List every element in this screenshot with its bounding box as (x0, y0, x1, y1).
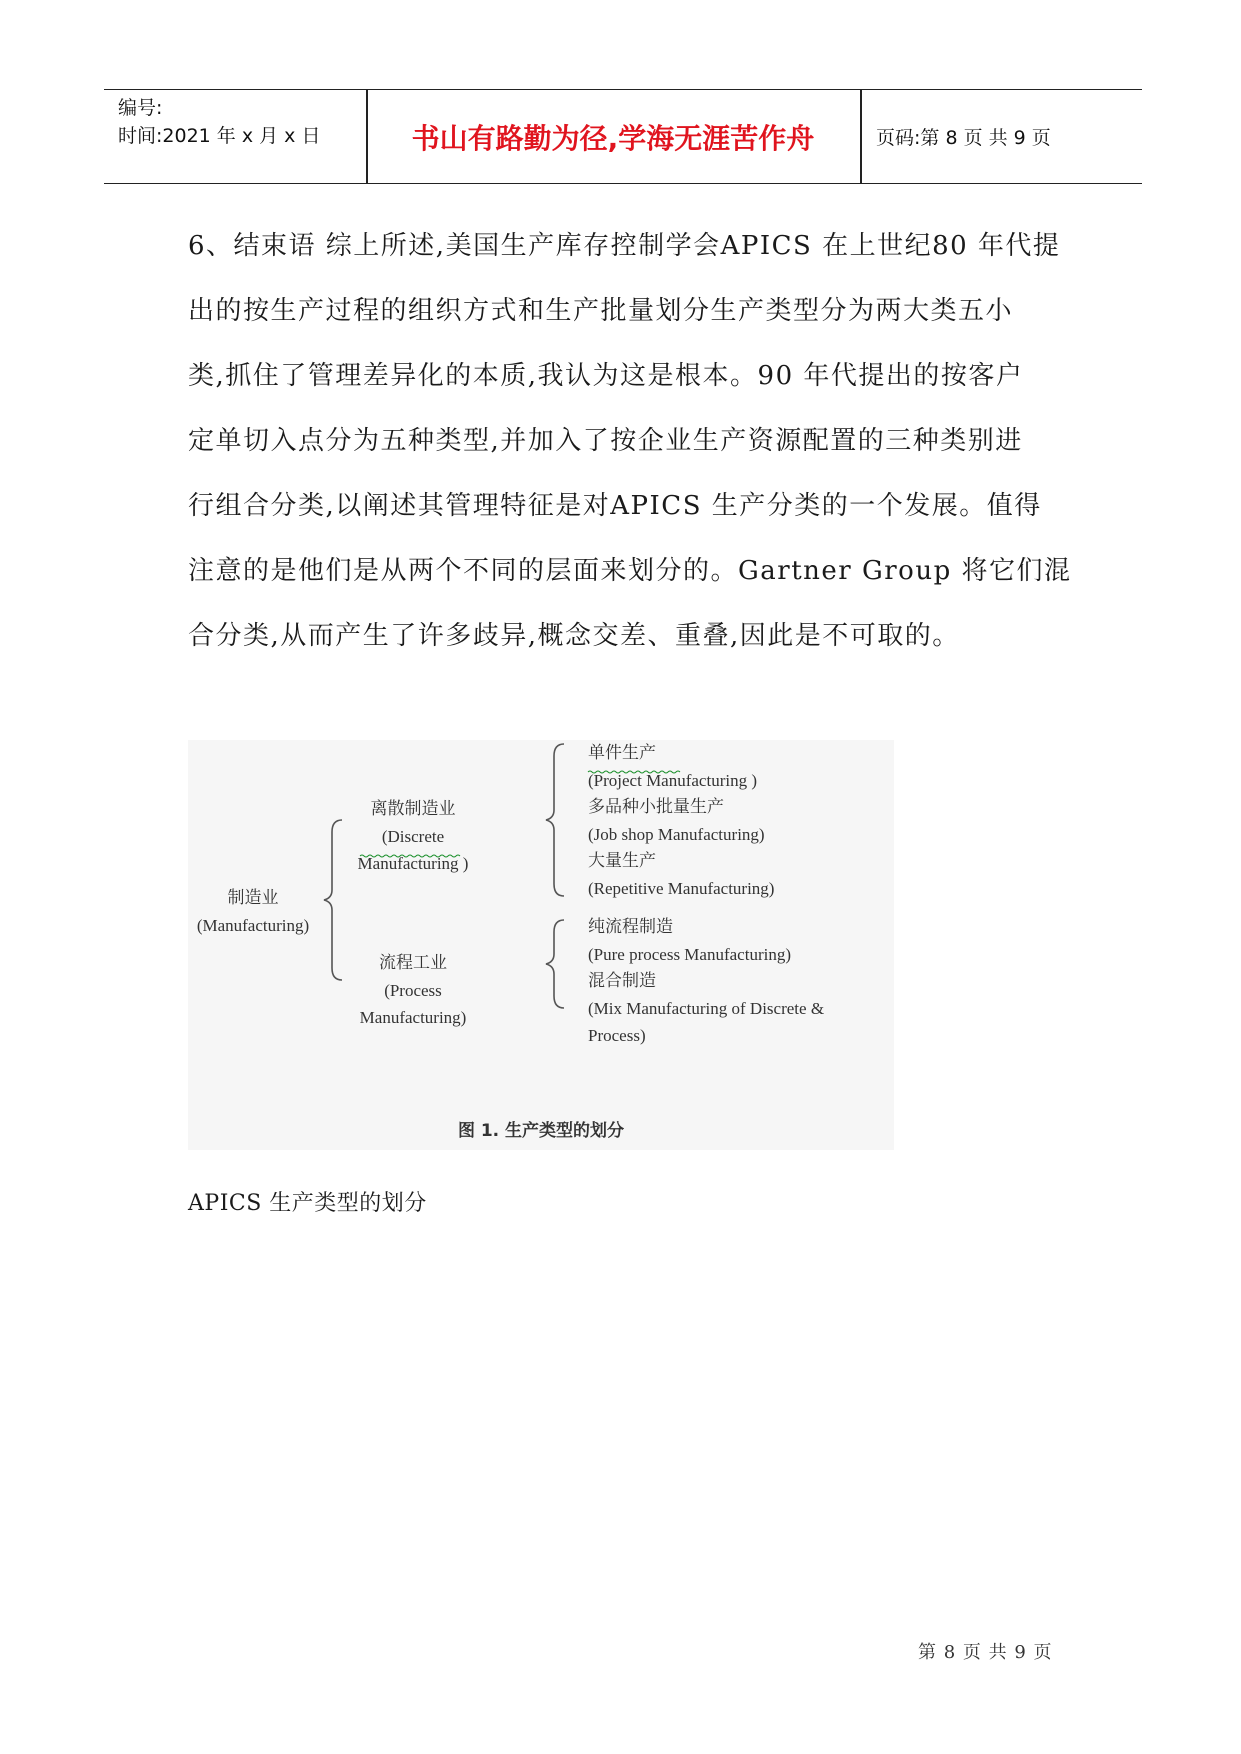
document-time-label: 时间:2021 年 x 月 x 日 (118, 125, 321, 147)
discrete-label-zh: 离散制造业 (370, 799, 456, 819)
process-label-zh: 流程工业 (379, 953, 447, 973)
document-number-label: 编号: (118, 97, 163, 119)
process-brace (546, 920, 564, 1008)
root-brace (324, 820, 342, 980)
discrete-item: (Repetitive Manufacturing) (588, 879, 775, 898)
process-label-en: (Process (384, 981, 442, 1000)
paragraph-line: 类,抓住了管理差异化的本质,我认为这是根本。90 年代提出的按客户 (188, 361, 1024, 391)
process-item: 混合制造 (588, 971, 656, 991)
paragraph-line: 注意的是他们是从两个不同的层面来划分的。Gartner Group 将它们混 (188, 556, 1072, 586)
process-item: (Mix Manufacturing of Discrete & (588, 999, 825, 1018)
root-label-zh: 制造业 (227, 888, 279, 908)
discrete-label-en: Manufacturing ) (357, 854, 469, 873)
paragraph-line: 行组合分类,以阐述其管理特征是对APICS 生产分类的一个发展。值得 (188, 491, 1042, 521)
header-meta (118, 94, 368, 150)
paragraph-line: 6、结束语 综上所述,美国生产库存控制学会APICS 在上世纪80 年代提 (188, 231, 1061, 261)
process-item: (Pure process Manufacturing) (588, 945, 791, 964)
discrete-brace (546, 744, 564, 896)
page-header (104, 89, 1142, 184)
discrete-item: (Job shop Manufacturing) (588, 825, 765, 844)
process-item: Process) (588, 1026, 646, 1045)
figure-caption: 图 1. 生产类型的划分 (457, 1121, 625, 1141)
paragraph-line: 出的按生产过程的组织方式和生产批量划分生产类型分为两大类五小 (188, 296, 1014, 326)
discrete-item: 大量生产 (588, 851, 656, 871)
discrete-label-en: (Discrete (381, 827, 445, 846)
root-label-en: (Manufacturing) (196, 916, 310, 935)
header-page-number: 页码:第 8 页 共 9 页 (876, 127, 1051, 149)
paragraph-line: 合分类,从而产生了许多歧异,概念交差、重叠,因此是不可取的。 (188, 621, 960, 651)
process-item: 纯流程制造 (588, 917, 673, 937)
header-motto: 书山有路勤为径,学海无涯苦作舟 (411, 121, 815, 155)
body-paragraph (188, 214, 1088, 669)
process-label-en: Manufacturing) (359, 1008, 467, 1027)
paragraph-line: 定单切入点分为五种类型,并加入了按企业生产资源配置的三种类别进 (188, 426, 1023, 456)
discrete-item: 多品种小批量生产 (588, 797, 724, 817)
discrete-item: (Project Manufacturing ) (588, 771, 757, 790)
discrete-item: 单件生产 (588, 743, 656, 763)
page-footer: 第 8 页 共 9 页 (918, 1642, 1053, 1663)
classification-figure (188, 740, 894, 1150)
figure-title: APICS 生产类型的划分 (188, 1191, 427, 1216)
